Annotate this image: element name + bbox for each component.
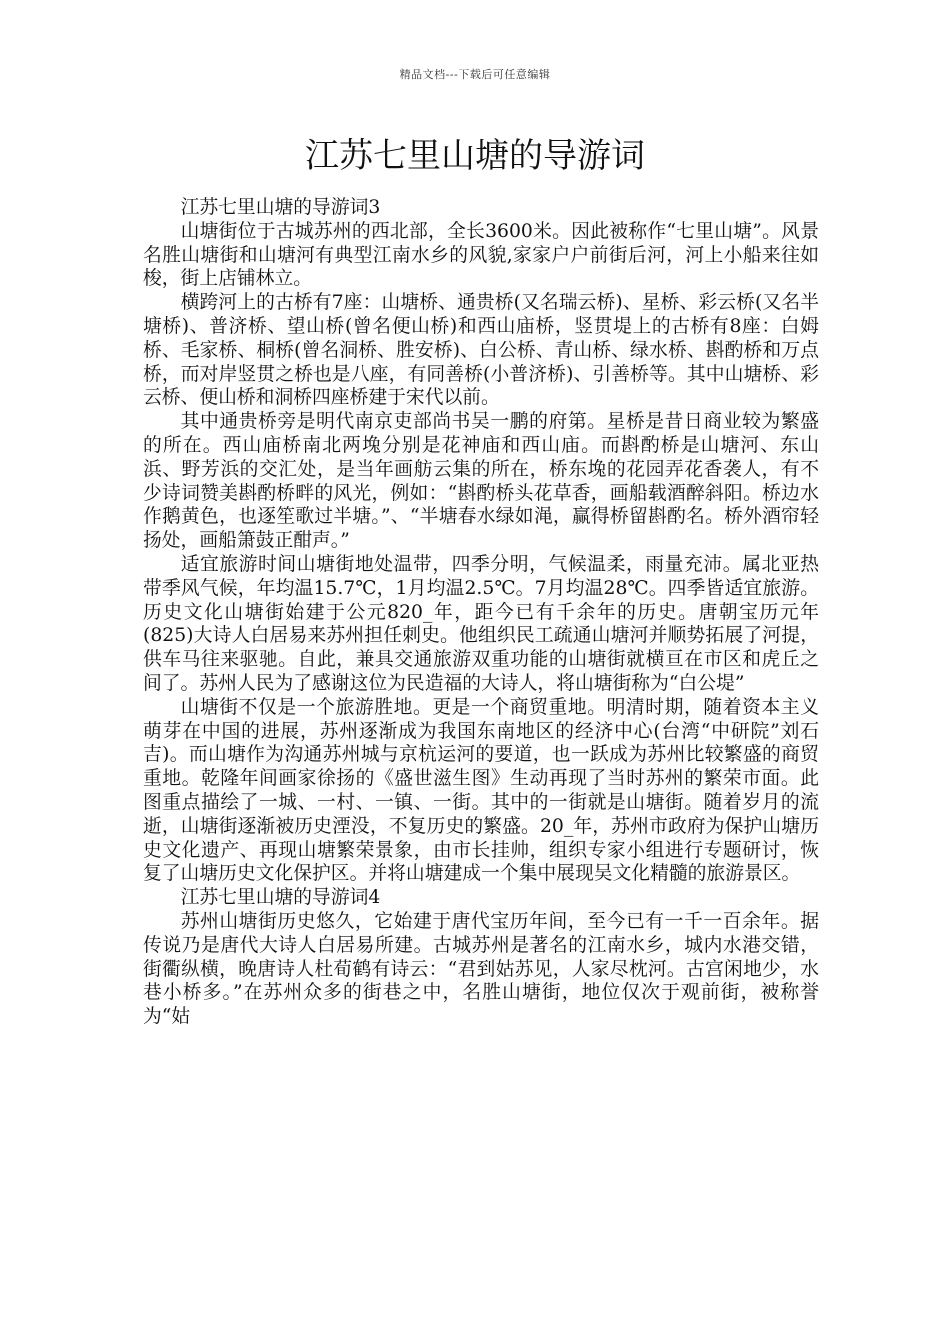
document-title: 江苏七里山塘的导游词 [305, 136, 645, 176]
body-paragraph: 山塘街位于古城苏州的西北部，全长3600米。因此被称作“七里山塘”。风景名胜山塘街和山塘河有典型江南水乡的风貌,家家户户前街后河，河上小船来往如梭，街上店铺林立。 [143, 220, 819, 290]
body-paragraph: 横跨河上的古桥有7座：山塘桥、通贵桥(又名瑞云桥)、星桥、彩云桥(又名半塘桥)、普济桥、望山桥(曾名便山桥)和西山庙桥，竖贯堤上的古桥有8座：白姆桥、毛家桥、桐桥(曾名洞桥、胜安桥)、白公桥、青山桥、绿水桥、斟酌桥和万点桥，而对岸竖贯之桥也是八座，有同善桥(小普济桥)、引善桥等。其中山塘桥、彩云桥、便山桥和洞桥四座桥建于宋代以前。 [143, 292, 819, 409]
document-body [143, 196, 819, 1029]
body-paragraph: 山塘街不仅是一个旅游胜地。更是一个商贸重地。明清时期，随着资本主义萌芽在中国的进展，苏州逐渐成为我国东南地区的经济中心(台湾“中研院”刘石吉)。而山塘作为沟通苏州城与京杭运河的要道，也一跃成为苏州比较繁盛的商贸重地。乾隆年间画家徐扬的《盛世滋生图》生动再现了当时苏州的繁荣市面。此图重点描绘了一城、一村、一镇、一街。其中的一街就是山塘街。随着岁月的流逝，山塘街逐渐被历史湮没，不复历史的繁盛。20_年，苏州市政府为保护山塘历史文化遗产、再现山塘繁荣景象，由市长挂帅，组织专家小组进行专题研讨，恢复了山塘历史文化保护区。并将山塘建成一个集中展现吴文化精髓的旅游景区。 [143, 696, 819, 885]
section-heading: 江苏七里山塘的导游词4 [180, 887, 381, 909]
body-paragraph: 其中通贵桥旁是明代南京吏部尚书吴一鹏的府第。星桥是昔日商业较为繁盛的所在。西山庙桥南北两堍分别是花神庙和西山庙。而斟酌桥是山塘河、东山浜、野芳浜的交汇处，是当年画舫云集的所在，桥东堍的花园弄花香袭人，有不少诗词赞美斟酌桥畔的风光，例如：“斟酌桥头花草香，画船载酒醉斜阳。桥边水作鹅黄色，也逐笙歌过半塘。”、“半塘春水绿如渑，赢得桥留斟酌名。桥外酒帘轻扬处，画船箫鼓正酣声。” [143, 411, 819, 552]
page-header-note: 精品文档---下载后可任意编辑 [399, 68, 551, 81]
section-heading: 江苏七里山塘的导游词3 [180, 197, 381, 218]
body-paragraph: 苏州山塘街历史悠久，它始建于唐代宝历年间，至今已有一千一百余年。据传说乃是唐代大诗人白居易所建。古城苏州是著名的江南水乡，城内水港交错，街衢纵横，晚唐诗人杜荀鹤有诗云：“君到姑苏见，人家尽枕河。古宫闲地少，水巷小桥多。”在苏州众多的街巷之中，名胜山塘街，地位仅次于观前街，被称誉为“姑 [143, 910, 819, 1028]
body-paragraph: 适宜旅游时间山塘街地处温带，四季分明，气候温柔，雨量充沛。属北亚热带季风气候，年均温15.7℃，1月均温2.5℃。7月均温28℃。四季皆适宜旅游。历史文化山塘街始建于公元820_年，距今已有千余年的历史。唐朝宝历元年(825)大诗人白居易来苏州担任刺史。他组织民工疏通山塘河并顺势拓展了河提，供车马往来驱驰。自此，兼具交通旅游双重功能的山塘街就横亘在市区和虎丘之间了。苏州人民为了感谢这位为民造福的大诗人，将山塘街称为“白公堤” [143, 553, 819, 694]
